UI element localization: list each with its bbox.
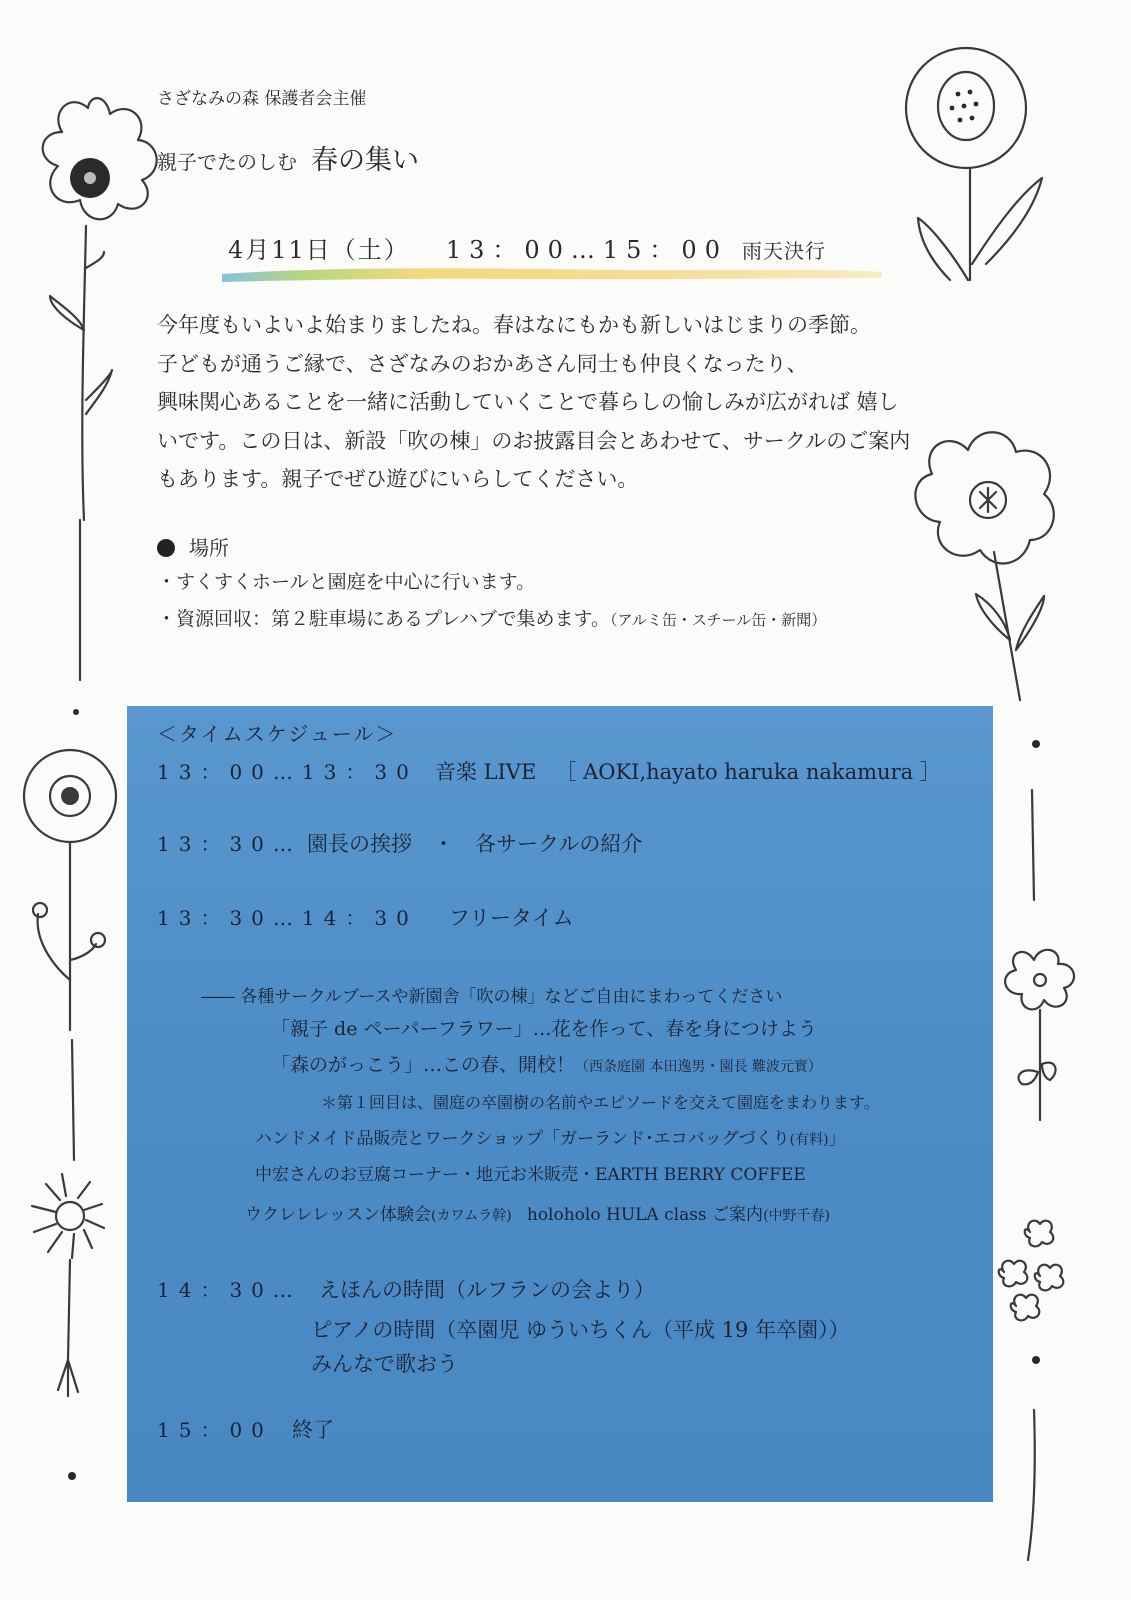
schedule-item-live [157, 756, 941, 786]
schedule-item-free [157, 902, 574, 932]
rain-note: 雨天決行 [741, 239, 826, 263]
ukulele-label: ウクレレレッスン体験会 [245, 1205, 431, 1225]
schedule-label: 終了 [292, 1418, 334, 1442]
recycling-text: ・資源回収：第２駐車場にあるプレハブで集めます。 [157, 608, 610, 630]
forest-school-note: （西条庭園 本田逸男・園長 難波元實） [575, 1059, 822, 1075]
event-date: 4月11日（土） [228, 236, 410, 264]
ukulele-hula [245, 1200, 830, 1225]
schedule-box [127, 706, 993, 1502]
intro-line: 今年度もいよいよ始まりましたね。春はなにもかも新しいはじまりの季節。 [157, 313, 871, 337]
handmade-bracket: 」 [828, 1129, 846, 1149]
schedule-label: フリータイム [448, 906, 574, 930]
crayon-underline [222, 262, 882, 284]
forest-school-detail: ＊第１回目は、園庭の卒園樹の名前やエピソードを交えて園庭をまわります。 [321, 1093, 880, 1112]
handmade-label: ハンドメイド品販売とワークショップ「ガーランド･エコバッグづくり [255, 1129, 790, 1149]
bullet-icon [157, 539, 175, 557]
handmade-note: (有料) [789, 1132, 829, 1148]
flower-right-top-icon [906, 48, 1042, 280]
schedule-title: ＜タイムスケジュール＞ [157, 722, 398, 746]
free-intro: ―― 各種サークルブースや新園舎「吹の棟」などご自由にまわってください [201, 987, 783, 1007]
schedule-time: 15：00 [157, 1418, 273, 1442]
live-artist: ［ AOKI,hayato haruka nakamura ］ [555, 760, 941, 784]
hula-note: (中野千春) [763, 1208, 830, 1224]
tofu-corner: 中宏さんのお豆腐コーナー・地元お米販売・EARTH BERRY COFFEE [255, 1165, 806, 1185]
place-heading-label: 場所 [189, 536, 229, 560]
place-heading [157, 532, 229, 561]
flower-left-middle-icon [24, 750, 116, 1160]
schedule-item-end [157, 1414, 334, 1444]
sing-together: みんなで歌おう [311, 1352, 458, 1376]
event-title [157, 138, 419, 177]
flower-right-small-icon [1005, 950, 1074, 1120]
schedule-time: 13：30…14：30 [157, 906, 418, 930]
forest-school-label: 「森のがっこう」…この春、開校！ [271, 1054, 576, 1076]
flower-left-bottom-icon [32, 1174, 104, 1480]
intro-line: 興味関心あることを一緒に活動していくことで暮らしの愉しみが広がれば 嬉し [157, 390, 899, 414]
intro-line: もあります。親子でぜひ遊びにいらしてください。 [157, 467, 639, 491]
flower-right-clovers-icon [999, 1221, 1064, 1560]
recycling-note: （アルミ缶・スチール缶・新聞） [609, 611, 827, 629]
schedule-item-greeting [157, 828, 642, 858]
event-date-line [228, 230, 826, 265]
schedule-label: 音楽 LIVE [434, 760, 537, 784]
schedule-time: 14：30… [157, 1278, 302, 1302]
title-main: 春の集い [311, 145, 419, 176]
title-prefix: 親子でたのしむ [157, 150, 297, 174]
forest-school [271, 1050, 822, 1077]
schedule-time: 13：30… [157, 832, 302, 856]
event-time: 13：00…15：00 [445, 236, 728, 264]
handmade [255, 1124, 846, 1149]
intro-paragraph [157, 306, 987, 499]
schedule-label: 園長の挨拶 ・ 各サークルの紹介 [307, 832, 643, 856]
schedule-item-picturebook [157, 1274, 655, 1304]
paper-flower: 「親子 de ペーパーフラワー」…花を作って、春を身につけよう [271, 1018, 817, 1040]
schedule-label: えほんの時間（ルフランの会より） [319, 1278, 655, 1302]
place-item-recycling [157, 604, 826, 631]
schedule-time: 13：00…13：30 [157, 760, 418, 784]
intro-line: いです。この日は、新設「吹の棟」のお披露目会とあわせて、サークルのご案内 [157, 428, 911, 453]
piano-time: ピアノの時間（卒園児 ゆういちくん（平成 19 年卒園）） [311, 1318, 850, 1342]
hula-label: holoholo HULA class ご案内 [526, 1205, 764, 1225]
ukulele-note: (カワムラ幹) [430, 1208, 512, 1224]
flower-left-top-icon [43, 98, 157, 715]
organizer-text: さざなみの森 保護者会主催 [157, 89, 367, 109]
intro-line: 子どもが通うご縁で、さざなみのおかあさん同士も仲良くなったり、 [157, 351, 808, 376]
place-item-hall: ・すくすくホールと園庭を中心に行います。 [157, 571, 536, 593]
